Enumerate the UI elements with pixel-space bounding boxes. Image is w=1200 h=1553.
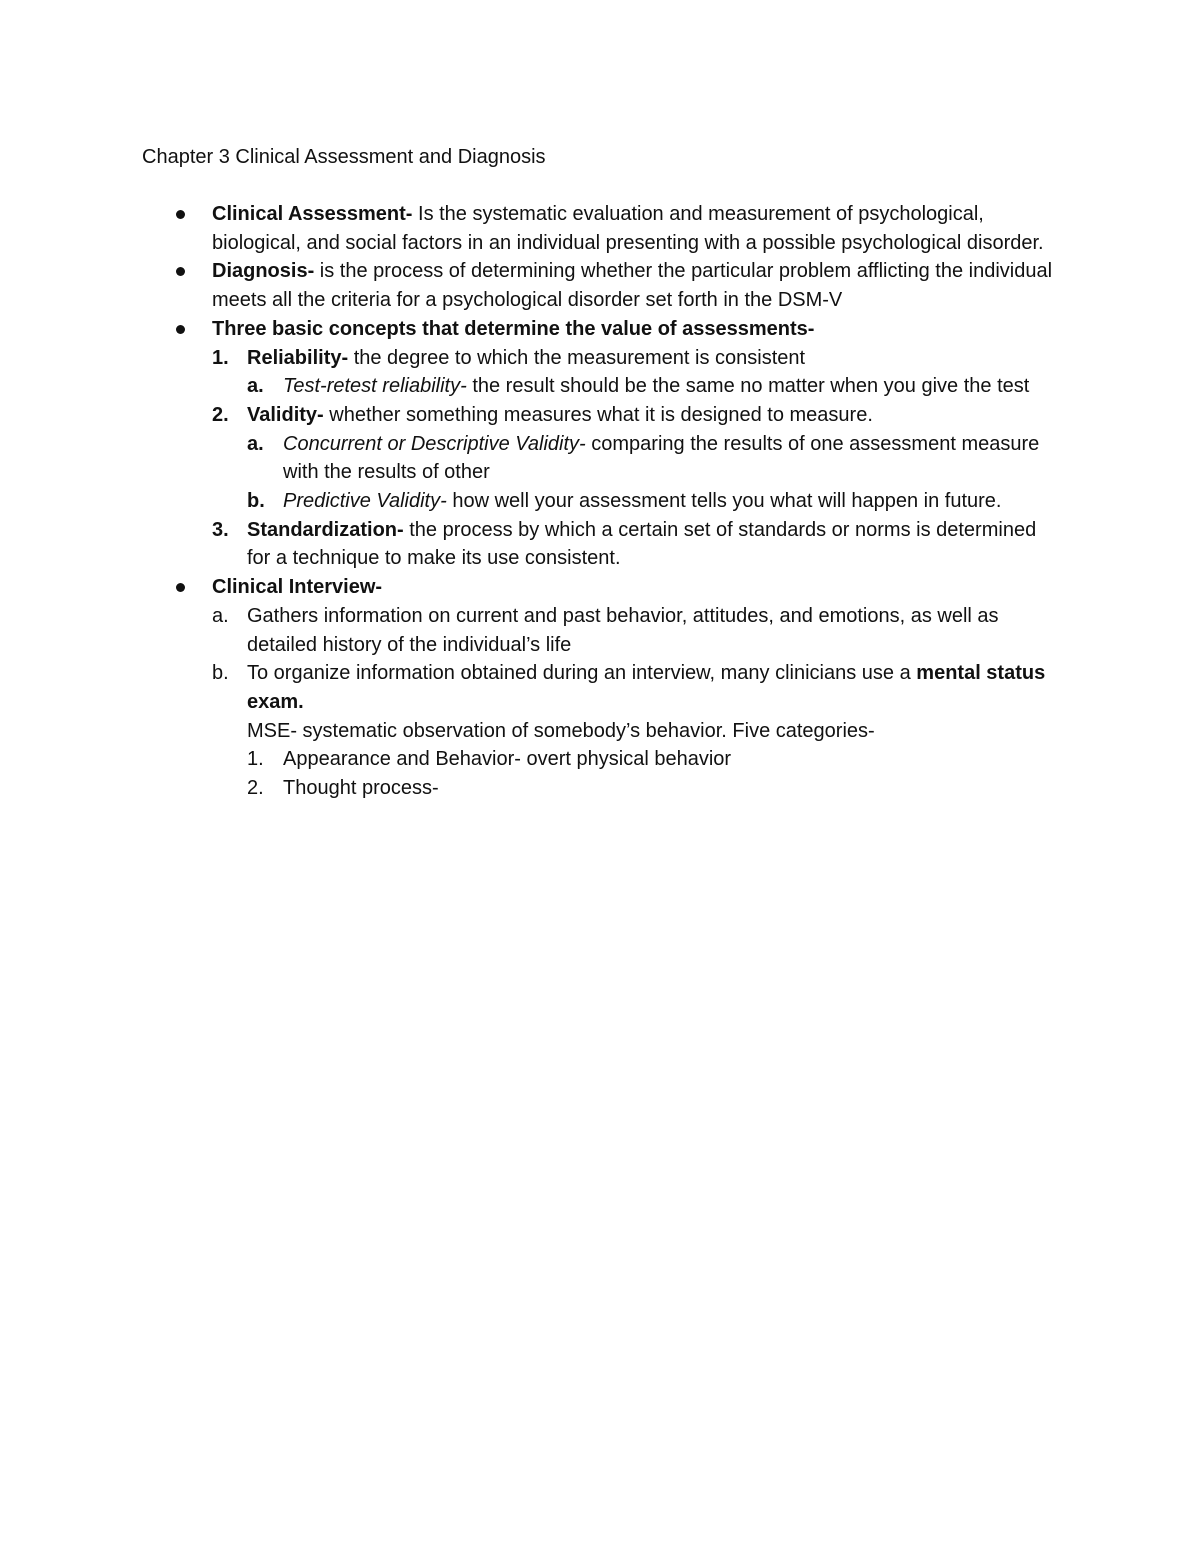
paragraph-mse bbox=[0, 717, 1200, 746]
page-title: Chapter 3 Clinical Assessment and Diagnosis bbox=[142, 146, 546, 168]
text-mse: MSE- systematic observation of somebody’s behavior. Five categories- bbox=[247, 719, 875, 742]
term-test-retest: Test-retest reliability- bbox=[283, 375, 467, 398]
list-marker: 3. bbox=[212, 518, 229, 541]
term-predictive-validity: Predictive Validity- bbox=[283, 490, 447, 513]
notes-list bbox=[0, 200, 1200, 803]
definition-validity: whether something measures what it is designed to measure. bbox=[323, 403, 873, 426]
definition-standardization: the process by which a certain set of standards or norms is determined for a technique to make its use consistent. bbox=[247, 518, 1037, 570]
list-marker: 1. bbox=[247, 748, 264, 771]
list-marker: 1. bbox=[212, 346, 229, 369]
definition-concurrent-validity: comparing the results of one assessment measure with the results of other bbox=[283, 432, 1040, 484]
term-validity: Validity- bbox=[247, 403, 324, 426]
term-three-concepts: Three basic concepts that determine the value of assessments- bbox=[212, 317, 815, 340]
term-clinical-interview: Clinical Interview- bbox=[212, 576, 383, 599]
definition-test-retest: the result should be the same no matter when you give the test bbox=[466, 375, 1030, 398]
term-mental-status-exam: mental status exam. bbox=[247, 662, 1046, 713]
list-item-thought-process bbox=[0, 774, 1200, 803]
list-marker: b. bbox=[212, 662, 229, 685]
list-item-organize-information bbox=[0, 659, 1200, 716]
term-standardization: Standardization- bbox=[247, 518, 404, 541]
text-appearance-behavior: Appearance and Behavior- overt physical behavior bbox=[283, 748, 732, 771]
definition-diagnosis: is the process of determining whether the particular problem afflicting the individual meets all the criteria for a psychological disorder set forth in the DSM-V bbox=[212, 260, 1053, 312]
list-item-standardization bbox=[0, 516, 1200, 573]
term-diagnosis: Diagnosis- bbox=[212, 260, 315, 283]
list-item-diagnosis bbox=[0, 257, 1200, 314]
text-organize-information: To organize information obtained during an interview, many clinicians use a bbox=[247, 662, 917, 685]
list-item-clinical-assessment bbox=[0, 200, 1200, 257]
list-item-appearance-behavior bbox=[0, 745, 1200, 774]
list-marker: 2. bbox=[212, 403, 229, 426]
list-marker: b. bbox=[247, 490, 265, 513]
text-thought-process: Thought process- bbox=[283, 777, 439, 800]
bullet-icon bbox=[176, 583, 185, 592]
term-concurrent-validity: Concurrent or Descriptive Validity- bbox=[283, 432, 586, 455]
list-marker: a. bbox=[212, 604, 229, 627]
bullet-icon bbox=[176, 325, 185, 334]
list-item-concurrent-validity bbox=[0, 430, 1200, 487]
text-gathers-information: Gathers information on current and past behavior, attitudes, and emotions, as well as detailed history of the individual’s life bbox=[247, 604, 999, 656]
list-item-three-concepts bbox=[0, 315, 1200, 344]
definition-clinical-assessment: Is the systematic evaluation and measurement of psychological, biological, and social factors in an individual presenting with a possible psychological disorder. bbox=[212, 203, 1044, 254]
list-item-test-retest bbox=[0, 372, 1200, 401]
bullet-icon bbox=[176, 267, 185, 276]
list-item-clinical-interview bbox=[0, 573, 1200, 602]
list-marker: a. bbox=[247, 432, 264, 455]
list-item-gathers-information bbox=[0, 602, 1200, 659]
definition-reliability: the degree to which the measurement is consistent bbox=[348, 346, 806, 369]
list-marker: a. bbox=[247, 375, 264, 398]
list-item-validity bbox=[0, 401, 1200, 430]
list-marker: 2. bbox=[247, 777, 264, 800]
list-item-reliability bbox=[0, 344, 1200, 373]
list-item-predictive-validity bbox=[0, 487, 1200, 516]
definition-predictive-validity: how well your assessment tells you what will happen in future. bbox=[446, 490, 1002, 513]
bullet-icon bbox=[176, 210, 185, 219]
term-reliability: Reliability- bbox=[247, 346, 349, 369]
term-clinical-assessment: Clinical Assessment- bbox=[212, 203, 413, 225]
